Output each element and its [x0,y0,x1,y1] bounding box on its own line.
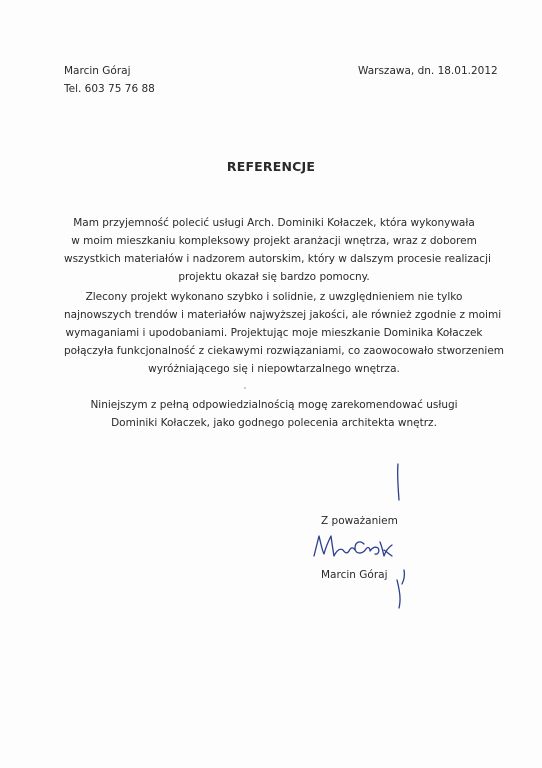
paragraph-1 [64,214,491,286]
text-line: projektu okazał się bardzo pomocny. [178,271,370,283]
paragraph-2 [64,288,505,378]
sender-phone: Tel. 603 75 76 88 [64,83,155,95]
text-line: w moim mieszkaniu kompleksowy projekt aranżacji wnętrza, wraz z doborem [71,235,477,247]
sender-block [64,62,155,98]
closing-phrase: Z poważaniem [321,515,398,527]
text-line: Zlecony projekt wykonano szybko i solidnie, z uwzględnieniem nie tylko [85,291,463,303]
text-line: połączyła funkcjonalność z ciekawymi rozwiązaniami, co zaowocowało stworzeniem [64,345,505,357]
text-line: wszystkich materiałów i nadzorem autorskim, który w dalszym procesie realizacji [64,253,491,265]
sender-name: Marcin Góraj [64,65,131,77]
text-line: najnowszych trendów i materiałów najwyższej jakości, ale również zgodnie z moimi [64,309,502,321]
text-line: wyróżniającego się i niepowtarzalnego wnętrza. [148,363,400,375]
text-line: Dominiki Kołaczek, jako godnego polecenia architekta wnętrz. [111,417,437,429]
paragraph-3 [64,396,484,432]
text-line: wymaganiami i upodobaniami. Projektując moje mieszkanie Dominika Kołaczek [65,327,483,339]
signer-name: Marcin Góraj [321,569,388,581]
text-line: Mam przyjemność polecić usługi Arch. Dominiki Kołaczek, która wykonywała [73,217,475,229]
handwritten-signature [300,452,430,612]
letter-body [64,214,505,432]
paper-speck [244,387,246,389]
text-line: Niniejszym z pełną odpowiedzialnością mogę zarekomendować usługi [90,399,458,411]
place-and-date: Warszawa, dn. 18.01.2012 [358,65,498,77]
letter-title: REFERENCJE [226,159,316,174]
